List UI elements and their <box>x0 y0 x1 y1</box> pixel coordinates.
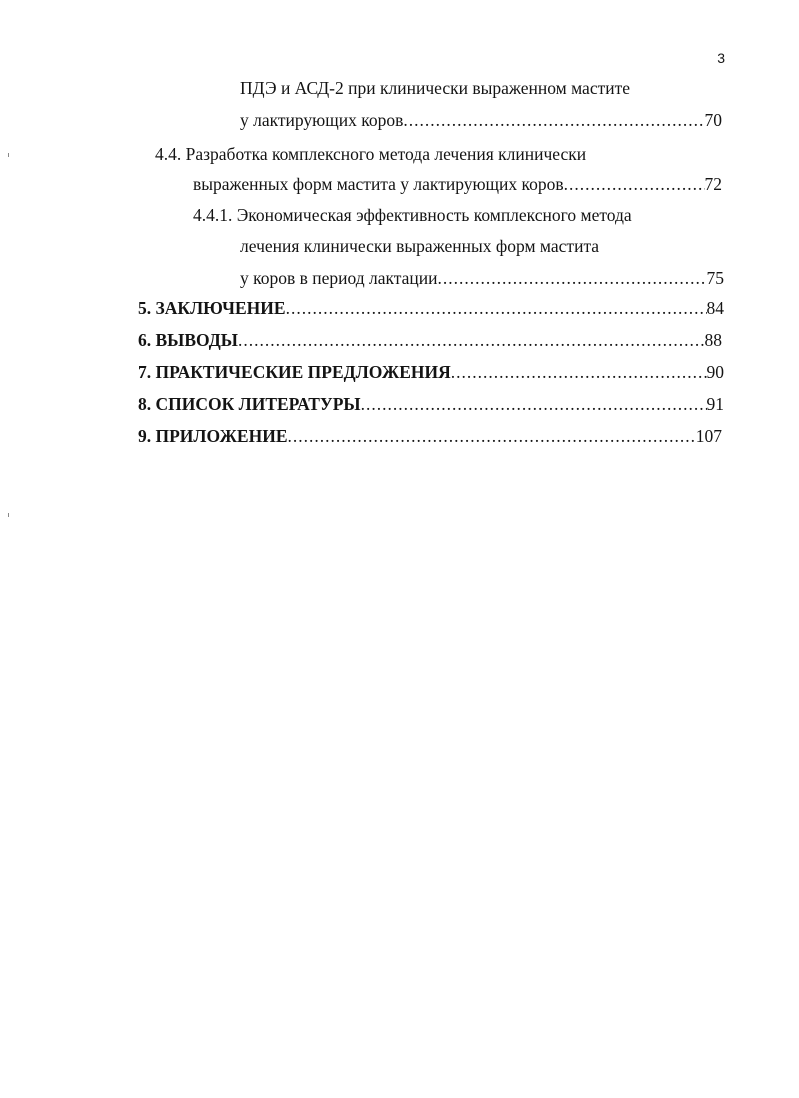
toc-entry-text: выраженных форм мастита у лактирующих коров <box>193 174 564 194</box>
toc-entry-text: у лактирующих коров <box>240 110 404 130</box>
dot-leader <box>361 393 707 415</box>
dot-leader <box>403 109 704 131</box>
toc-entry-text: у коров в период лактации <box>240 268 438 288</box>
toc-page-number: 70 <box>704 110 722 130</box>
toc-entry-4-3-line2 <box>240 109 722 131</box>
toc-page-number: 91 <box>706 394 724 414</box>
dot-leader <box>451 361 707 383</box>
toc-section-9 <box>138 425 722 447</box>
margin-mark <box>8 153 9 157</box>
toc-section-title: 8. СПИСОК ЛИТЕРАТУРЫ <box>138 394 361 414</box>
toc-section-title: 5. ЗАКЛЮЧЕНИЕ <box>138 298 286 318</box>
page-number: 3 <box>717 50 725 66</box>
toc-section-5 <box>138 297 724 319</box>
toc-page-number: 107 <box>695 426 722 446</box>
toc-section-7 <box>138 361 724 383</box>
dot-leader <box>238 329 705 351</box>
toc-entry-4-3-line1: ПДЭ и АСД-2 при клинически выраженном мастите <box>240 78 631 98</box>
dot-leader <box>438 267 707 289</box>
toc-section-6 <box>138 329 722 351</box>
toc-entry-4-4-1-line3 <box>240 267 724 289</box>
margin-mark <box>8 513 9 517</box>
toc-entry-4-4-1-line1: 4.4.1. Экономическая эффективность комплексного метода <box>193 205 632 225</box>
toc-entry-4-4-1-line2: лечения клинически выраженных форм мастита <box>240 236 600 256</box>
dot-leader <box>286 297 707 319</box>
toc-page-number: 75 <box>706 268 724 288</box>
toc-entry-4-4-line1: 4.4. Разработка комплексного метода лечения клинически <box>155 144 587 164</box>
toc-page-number: 84 <box>706 298 724 318</box>
toc-page-number: 88 <box>704 330 722 350</box>
dot-leader <box>288 425 696 447</box>
toc-section-title: 6. ВЫВОДЫ <box>138 330 238 350</box>
dot-leader <box>564 173 705 195</box>
toc-page-number: 72 <box>704 174 722 194</box>
toc-page-number: 90 <box>706 362 724 382</box>
toc-section-title: 7. ПРАКТИЧЕСКИЕ ПРЕДЛОЖЕНИЯ <box>138 362 451 382</box>
toc-entry-4-4-line2 <box>193 173 722 195</box>
toc-section-8 <box>138 393 724 415</box>
toc-section-title: 9. ПРИЛОЖЕНИЕ <box>138 426 288 446</box>
